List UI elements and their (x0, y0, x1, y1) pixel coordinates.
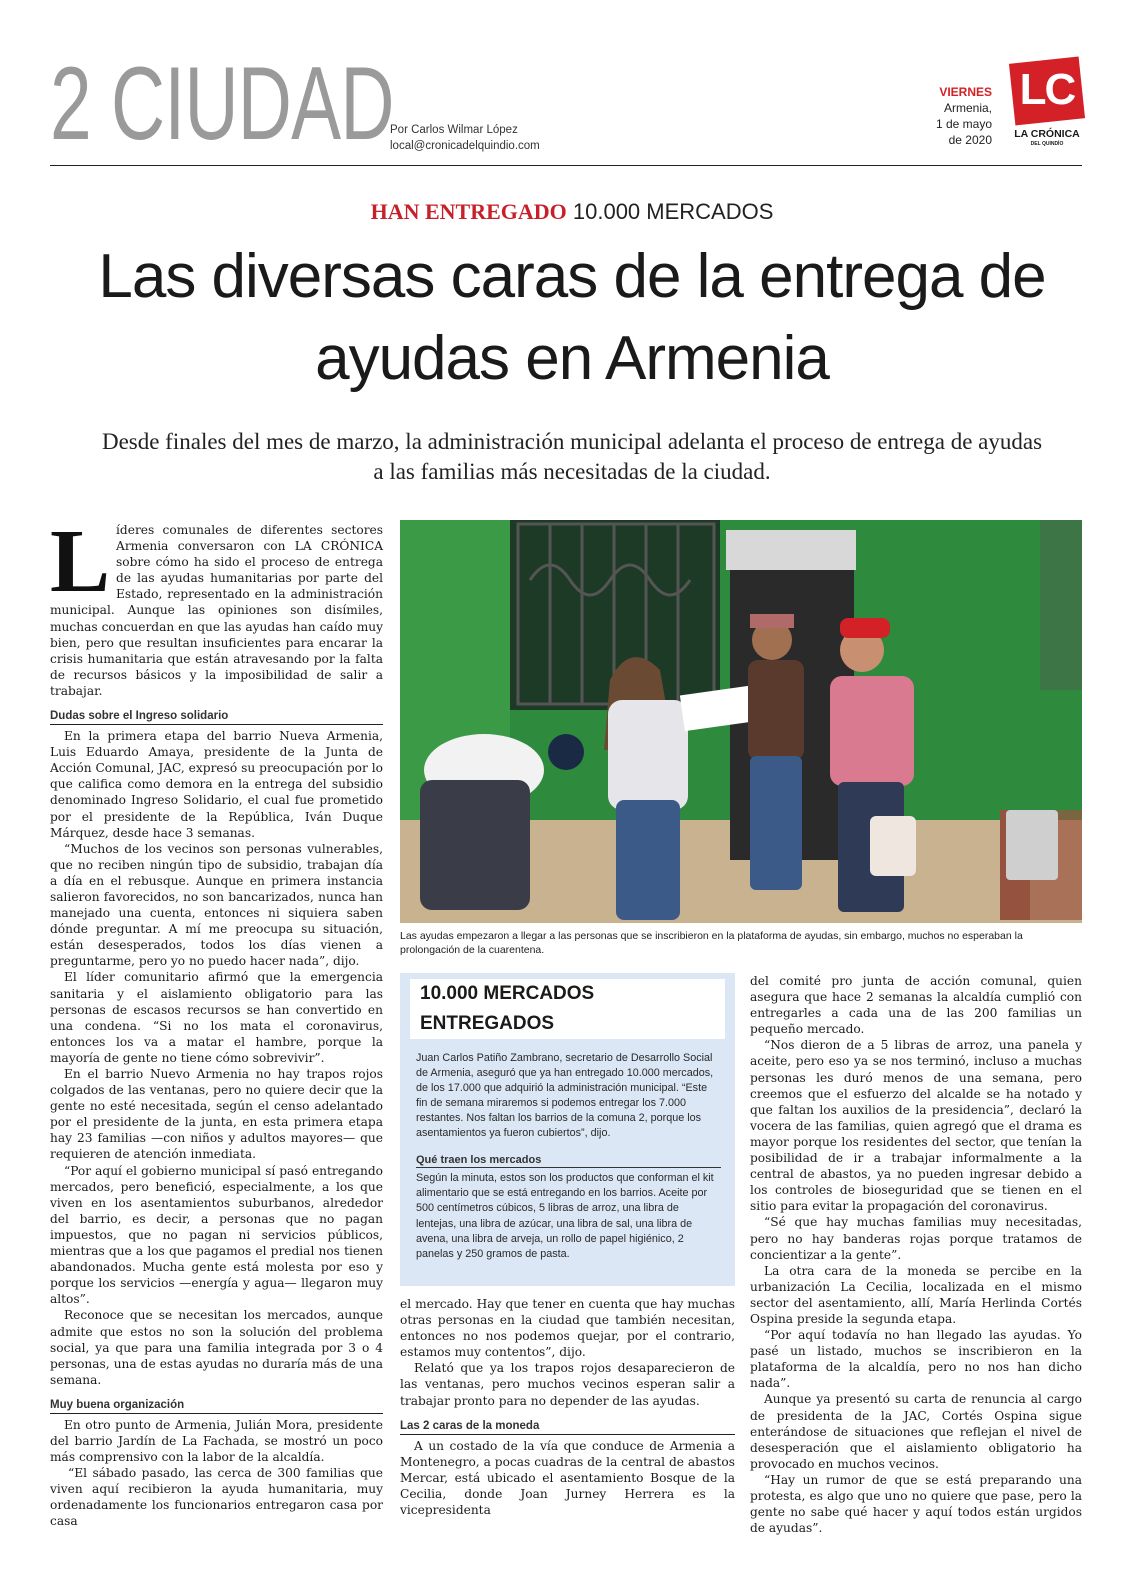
deck-line2: a las familias más necesitadas de la ciudad. (373, 459, 771, 484)
column-2 (400, 1296, 735, 1518)
byline (390, 122, 540, 154)
deck (40, 427, 1104, 487)
deck-line1: Desde finales del mes de marzo, la administración municipal adelanta el proceso de entrega de ayudas (101, 429, 1043, 454)
drop-cap: L (50, 512, 111, 611)
sidebar-title: 10.000 MERCADOS ENTREGADOS (410, 979, 725, 1039)
issue-city: Armenia, (943, 101, 992, 115)
paragraph: del comité pro junta de acción comunal, quien asegura que hace 2 semanas la alcaldía cumplió con entregarles a cada una de las 200 familias un pequeño mercado. (750, 974, 1082, 1037)
paragraph: “Hay un rumor de que se está preparando una protesta, es algo que uno no quiere que pase, pero la gente no sabe qué hacer y aquí todos están urgidos de ayudas”. (750, 1472, 1082, 1536)
paragraph: El líder comunitario afirmó que la emergencia sanitaria y el aislamiento obligatorio para las personas de escasos recursos se han convertido en una condena. “Si no los mata el coronavirus, entonces los va a matar el hambre, porque la mayoría de gente no tiene cómo sobrevivir”. (50, 970, 383, 1065)
subhead-organizacion: Muy buena organización (50, 1398, 383, 1414)
article-photo (400, 520, 1082, 923)
logo-letters: LC (1019, 65, 1075, 114)
paragraph: el mercado. Hay que tener en cuenta que hay muchas otras personas en la ciudad que también necesitan, entonces no nos podemos quejar, por el contrario, estamos muy contentos”, dijo. (400, 1297, 735, 1360)
paragraph: A un costado de la vía que conduce de Armenia a Montenegro, a pocas cuadras de la central de abastos Mercar, está ubicado el asentamiento Bosque de la Cecilia, donde Joan Jurney Herrera es la vicepresidenta (400, 1438, 735, 1518)
paragraph: “Muchos de los vecinos son personas vulnerables, que no reciben ningún tipo de subsidio, trabajan día a día en el rebusque. Aunque en primera instancia salieron favorecidos, no son bancarizados, nunca han manejado una cuenta, entonces ni siquiera saben dónde preguntar. A mí me preocupa su situación, están desesperados, todos los días vienen a preguntarme, pero yo no puedo hacer nada”, dijo. (50, 841, 383, 969)
paragraph: Aunque ya presentó su carta de renuncia al cargo de presidenta de la JAC, Cortés Ospina sigue enterándose de situaciones que reflejan el nivel de desesperación que el aislamiento obligatorio ha provocado en muchos vecinos. (750, 1392, 1082, 1471)
logo-subtitle: DEL QUINDÍO (1030, 141, 1064, 147)
photo-illustration (400, 520, 1082, 923)
issue-date-line2: de 2020 (948, 133, 992, 147)
header-divider (50, 165, 1082, 166)
subhead-ingreso-solidario: Dudas sobre el Ingreso solidario (50, 709, 383, 725)
paragraph: “Sé que hay muchas familias muy necesitadas, pero no hay banderas rojas porque tratamos de concientizar a la gente”. (750, 1215, 1082, 1262)
column-3 (750, 973, 1082, 1536)
section-title: 2 CIUDAD (50, 46, 394, 162)
lead-paragraph (50, 512, 383, 699)
kicker-highlight: HAN ENTREGADO (370, 199, 567, 224)
paragraph: En otro punto de Armenia, Julián Mora, presidente del barrio Jardín de La Fachada, se mostró un poco más comprensivo con la labor de la alcaldía. (50, 1417, 383, 1465)
sidebar-box (400, 973, 735, 1286)
issue-date-line1: 1 de mayo (935, 117, 992, 131)
kicker (0, 197, 1144, 227)
logo-name: LA CRÓNICA (1014, 128, 1080, 140)
paragraph: “Por aquí el gobierno municipal sí pasó entregando mercados, pero benefició, especialmente, a los que viven en los asentamientos suburbanos, alrededor del barrio, es decir, a personas que no pagan impuestos, que no pagan ni servicios públicos, mientras que a los que pagamos el predial nos tienen abandonados. Mucha gente está molesta por eso y porque los servicios —energía y agua— llegaron muy altos”. (50, 1163, 383, 1307)
sidebar-body-2: Según la minuta, estos son los productos que conforman el kit alimentario que se está entregando en los barrios. Aceite por 500 centímetros cúbicos, 5 libras de arroz, una libra de lentejas, una libra de azúcar, una libra de sal, una libra de avena, una libra de arveja, un rollo de papel higiénico, 2 panelas y 250 gramos de pasta. (416, 1172, 714, 1261)
headline-line2: ayudas en Armenia (315, 324, 829, 393)
column-1 (50, 512, 383, 1530)
paragraph: En la primera etapa del barrio Nueva Armenia, Luis Eduardo Amaya, presidente de la Junta de Acción Comunal, JAC, expresó su preocupación por lo que califica como demora en la entrega del subsidio denominado Ingreso Solidario, el cual fue prometido por el presidente de la República, Iván Duque Márquez, desde hace 3 semanas. (50, 729, 383, 840)
issue-day: VIERNES (939, 85, 992, 99)
kicker-rest: 10.000 MERCADOS (566, 199, 774, 224)
headline (30, 236, 1114, 400)
issue-date (936, 84, 992, 148)
byline-email[interactable]: local@cronicadelquindio.com (390, 140, 540, 152)
sidebar-subhead: Qué traen los mercados (416, 1153, 721, 1168)
paragraph: Reconoce que se necesitan los mercados, aunque admite que estos no son la solución del problema social, ya que para una familia integrada por 3 o 4 personas, una de estas ayudas no duraría más de una semana. (50, 1308, 383, 1387)
lead-text: íderes comunales de diferentes sectores Armenia conversaron con LA CRÓNICA sobre cómo ha sido el proceso de entrega de las ayudas humanitarias por parte del Estado, representado en la administración municipal. Aunque las opiniones son disímiles, muchas concuerdan en que las ayudas han caído muy bien, pero que resultan insuficientes para encarar la crisis humanitaria que están atravesando por la falta de recursos básicos y la imposibilidad de salir a trabajar. (50, 523, 383, 698)
headline-line1: Las diversas caras de la entrega de (98, 242, 1046, 311)
paragraph: Relató que ya los trapos rojos desaparecieron de las ventanas, pero muchos vecinos esperan salir a trabajar pronto para no depender de las ayudas. (400, 1361, 735, 1408)
paragraph: “Nos dieron de a 5 libras de arroz, una panela y aceite, pero eso ya se nos terminó, incluso a muchas personas les duró menos de una semana, pero creemos que el esfuerzo del alcalde se ha notado y que faltan los auxilios de la presidencia”, declaró la vocera de las familias, quien agregó que el drama es mayor porque los residentes del sector, que tenían la posibilidad de ir a trabajar informalmente a la central de abastos, ya no pueden ingresar debido a los controles de bioseguridad que se tienen en el sitio para evitar la propagación del coronavirus. (750, 1038, 1082, 1214)
photo-caption: Las ayudas empezaron a llegar a las personas que se inscribieron en la plataforma de ayudas, sin embargo, muchos no esperaban la prolongación de la cuarentena. (400, 930, 1023, 956)
paragraph: “Por aquí todavía no han llegado las ayudas. Yo pasé un listado, muchos se inscribieron en la plataforma de la alcaldía, pero no nos han dicho nada”. (750, 1328, 1082, 1391)
byline-author: Por Carlos Wilmar López (390, 124, 518, 136)
paragraph: “El sábado pasado, las cerca de 300 familias que viven aquí recibieron la ayuda humanitaria, muy ordenadamente los funcionarios entregaron casa por casa (50, 1466, 383, 1529)
sidebar-body: Juan Carlos Patiño Zambrano, secretario de Desarrollo Social de Armenia, aseguró que ya han entregado 10.000 mercados, de los 17.000 que adquirió la administración municipal. “Este fin de semana miraremos si podemos entregar los 7.000 restantes. Nos faltan los barrios de la comuna 2, porque los asentamientos ya fueron cubiertos”, dijo. (416, 1052, 714, 1139)
paragraph: En el barrio Nuevo Armenia no hay trapos rojos colgados de las ventanas, pero no quiere decir que la gente no esté necesitada, según el censo adelantado por el presidente de la junta, en esta primera etapa hay 23 familias —con niños y adultos mayores— que requieren de atención inmediata. (50, 1067, 383, 1162)
newspaper-logo (1008, 60, 1084, 152)
subhead-dos-caras: Las 2 caras de la moneda (400, 1419, 735, 1435)
paragraph: La otra cara de la moneda se percibe en la urbanización La Cecilia, localizada en el mismo sector del asentamiento, allí, María Herlinda Cortés Ospina preside la segunda etapa. (750, 1263, 1082, 1326)
